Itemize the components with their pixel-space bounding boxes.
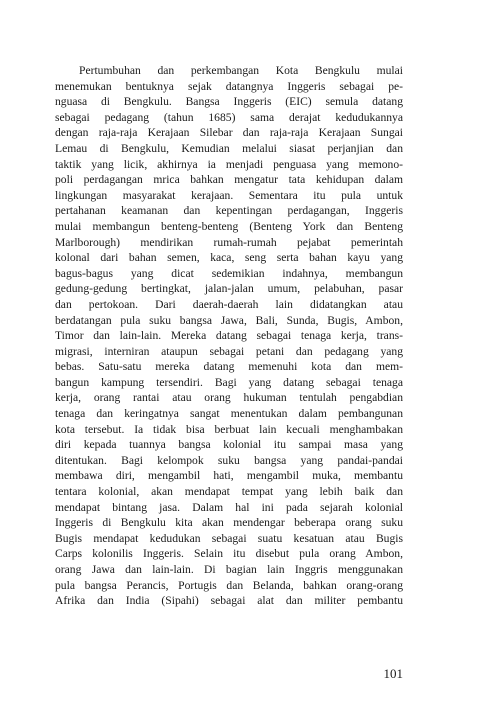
text-line: migrasi, interniran ataupun sebagai petani dan pedagang yang — [55, 344, 403, 358]
text-line: Afrika dan India (Sipahi) sebagai alat dan militer pembantu — [55, 594, 403, 608]
text-line: taktik yang licik, akhirnya ia menjadi penguasa yang memono- — [55, 157, 403, 171]
text-line: kota tersebut. Ia tidak bisa berbuat lain kecuali menghambakan — [55, 422, 403, 436]
text-line: pertahanan keamanan dan kepentingan perdagangan, Inggeris — [55, 204, 403, 218]
text-line: Timor dan lain-lain. Mereka datang sebagai tenaga kerja, trans- — [55, 329, 403, 343]
text-line: tentara kolonial, akan mendapat tempat yang lebih baik dan — [55, 485, 403, 499]
text-line: gedung-gedung bertingkat, jalan-jalan umum, pelabuhan, pasar — [55, 282, 403, 296]
text-line: orang Jawa dan lain-lain. Di bagian lain Inggris menggunakan — [55, 563, 403, 576]
text-line: dan pertokoan. Dari daerah-daerah lain didatangkan atau — [55, 297, 403, 311]
body-paragraph — [55, 63, 403, 609]
text-line: bagus-bagus yang dicat sedemikian indahnya, membangun — [55, 266, 403, 280]
text-line: Bugis mendapat kedudukan sebagai suatu kesatuan atau Bugis — [55, 531, 403, 545]
text-line: sebagai pedagang (tahun 1685) sama derajat kedudukannya — [55, 110, 403, 124]
text-line: mendapat bintang jasa. Dalam hal ini pada sejarah kolonial — [55, 500, 403, 514]
text-line: membawa diri, mengambil hati, mengambil muka, membantu — [55, 469, 403, 483]
text-line: nguasa di Bengkulu. Bangsa Inggeris (EIC) semula datang — [55, 95, 403, 109]
text-line: ditentukan. Bagi kelompok suku bangsa yang pandai-pandai — [55, 453, 403, 467]
text-line: lingkungan masyarakat kerajaan. Sementara itu pula untuk — [55, 188, 403, 202]
text-line: poli perdagangan mrica bahkan mengatur tata kehidupan dalam — [55, 173, 403, 187]
text-line: menemukan bentuknya sejak datangnya Inggeris sebagai pe- — [55, 79, 403, 93]
text-line: pula bangsa Perancis, Portugis dan Belanda, bahkan orang-orang — [55, 578, 403, 592]
text-line: Lemau di Bengkulu, Kemudian melalui siasat perjanjian dan — [55, 141, 403, 155]
text-line: berdatangan pula suku bangsa Jawa, Bali, Sunda, Bugis, Ambon, — [55, 313, 403, 327]
text-line: kolonal dari bahan semen, kaca, seng serta bahan kayu yang — [55, 251, 403, 265]
text-line: bebas. Satu-satu mereka datang memenuhi kota dan mem- — [55, 360, 403, 374]
text-line: kerja, orang rantai atau orang hukuman tentulah pengabdian — [55, 391, 403, 405]
text-line: mulai membangun benteng-benteng (Benteng York dan Benteng — [55, 219, 403, 233]
text-line: diri kepada tuannya bangsa kolonial itu sampai masa yang — [55, 438, 403, 452]
text-line: Inggeris di Bengkulu kita akan mendengar beberapa orang suku — [55, 516, 403, 530]
text-line: Marlborough) mendirikan rumah-rumah pejabat pemerintah — [55, 235, 403, 249]
text-line: Carps kolonilis Inggeris. Selain itu disebut pula orang Ambon, — [55, 547, 403, 561]
page-number: 101 — [383, 666, 403, 681]
text-line: tenaga dan keringatnya sangat menentukan dalam pembangunan — [55, 407, 403, 421]
text-line: bangun kampung tersendiri. Bagi yang datang sebagai tenaga — [55, 375, 403, 389]
text-line: Pertumbuhan dan perkembangan Kota Bengkulu mulai — [79, 64, 403, 77]
text-line: dengan raja-raja Kerajaan Silebar dan raja-raja Kerajaan Sungai — [55, 126, 403, 140]
